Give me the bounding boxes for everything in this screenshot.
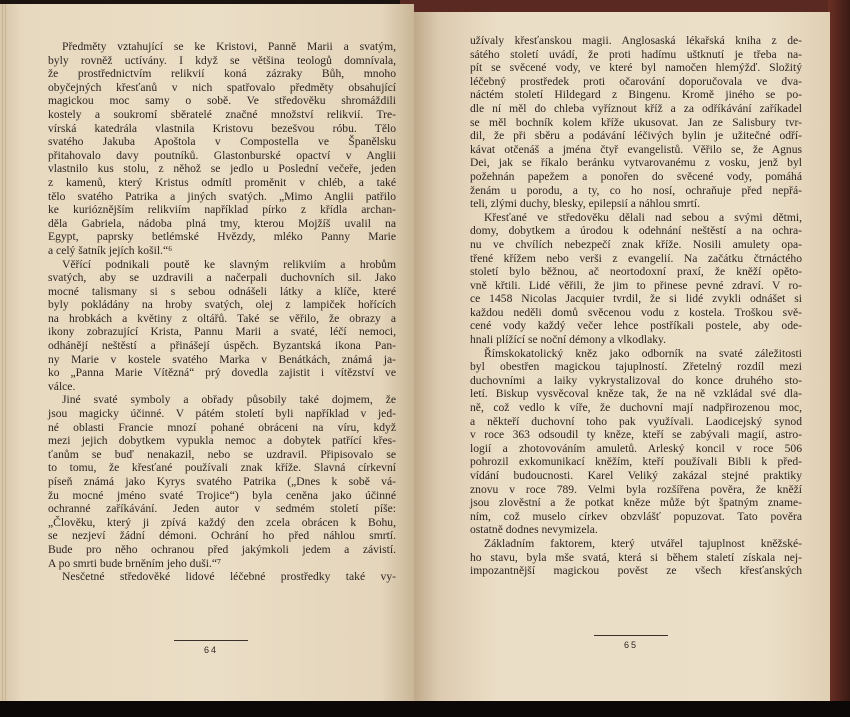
text-line: vlastnilo kus stolu, z něhož se jedlo u Poslední večeře, jeden: [48, 162, 396, 176]
text-line: ženám u porodu, a ty, co ho nosí, ochraňuje před nepřá-: [470, 183, 802, 197]
text-line: Dei, jak se říkalo beránku vytvarovanému z vosku, jenž byl: [470, 156, 802, 170]
text-line: kostely a soukromí sběratelé značné množství relikvií. Tre-: [48, 107, 396, 121]
text-line: hnali plížící se noční démony a vlkodlaky.: [470, 333, 666, 347]
text-line: ke kurióznějším relikviím například pírko z křídla archan-: [48, 203, 396, 217]
text-line: mezi jejich dobytkem vypukla nemoc a dobytek patřící křes-: [48, 434, 396, 448]
text-line: byly rovněž uctívány. I když se většina teologů domnívala,: [48, 53, 396, 67]
text-line: jsou zlověstní a že potkat kněze může být špatným zname-: [470, 496, 802, 510]
text-line: Bude pro něho ochranou před jakýmkoli jedem a závistí.: [48, 542, 396, 556]
text-line: na hrobkách a květiny z oltářů. Také se věřilo, že obrazy a: [48, 311, 396, 325]
text-line: nu ve chvílích nebezpečí znak kříže. Nosili amulety opa-: [470, 237, 802, 251]
text-line: obyčejných křesťanů v nich spatřovalo předměty obsahující: [48, 80, 396, 94]
text-line: domy, dobytkem a úrodou k odehnání neštěstí a na ochra-: [470, 224, 802, 238]
text-line: Základním faktorem, který utvářel tajuplnost kněžské-: [484, 536, 802, 550]
paragraph: [470, 211, 802, 347]
text-line: sátého století uvádí, že proti hadímu uštknutí je třeba na-: [470, 47, 802, 61]
text-line: byly pokládány na hroby svatých, olej z lampiček hořících: [48, 298, 396, 312]
text-line: pít se svěcené vody, ve které byl namočen hlemýžď. Složitý: [470, 61, 802, 75]
paragraph: [48, 393, 396, 570]
text-line: A po smrti bude brněním jeho duši.“⁷: [48, 556, 222, 570]
page-number: 65: [594, 635, 668, 650]
text-line: kávat otčenáš a jména čtyř evangelistů. Věřilo se, že Agnus: [470, 142, 802, 156]
text-line: svatých, aby se uzdravili a načerpali duchovních sil. Jako: [48, 271, 396, 285]
text-line: dle ní měl do chleba vyříznout kříž a za odříkávání zaříkadel: [470, 101, 802, 115]
right-page-text: [470, 34, 802, 578]
text-line: že prostřednictvím relikvií koná zázraky Bůh, mnoho: [48, 67, 396, 81]
text-line: jsou magicky účinné. V pátém století byli například v jed-: [48, 407, 396, 421]
text-line: třené křížem nebo verši z evangelií. Na začátku čtrnáctého: [470, 251, 802, 265]
text-line: Římskokatolický kněz jako odborník na svaté záležitosti: [484, 346, 802, 360]
text-line: se měl bochník kolem kříže ukusovat. Jan ze Salisbury tvr-: [470, 115, 802, 129]
text-line: píseň známá jako Kyrys svatého Patrika („Dnes k sobě vá-: [48, 475, 396, 488]
left-page-text: [48, 40, 396, 584]
text-line: teli, zlými duchy, blesky, epilepsií a náhlou smrtí.: [470, 197, 701, 211]
text-line: pohrozil exkomunikací kněžím, kteří používali Bibli k před-: [470, 455, 802, 469]
text-line: svatého Jakuba Apoštola v Compostella ve Španělsku: [48, 135, 396, 149]
text-line: Nesčetné středověké lidové léčebné prostředky také vy-: [62, 570, 396, 584]
text-line: vírská katedrála vlastnila Kristovu bezešvou róbu. Tělo: [48, 121, 396, 135]
text-line: ikony zobrazující Krista, Pannu Marii a svaté, léčí nemoci,: [48, 325, 396, 339]
text-line: léčebný prostředek proti očarování doporučovala ve dva-: [470, 74, 802, 88]
text-line: ťanům se buď nenakazil, nebo se uzdravil. Připisovalo se: [48, 447, 396, 461]
page-number: 64: [174, 640, 248, 655]
text-line: válce.: [48, 379, 76, 393]
text-line: to tomu, že křesťané používali znak kříže. Slavná církevní: [48, 461, 396, 475]
text-line: né oblasti Francie mnozí pohané obráceni na víru, když: [48, 420, 396, 434]
left-page: [6, 4, 414, 702]
paragraph: [470, 34, 802, 211]
text-line: se nezjeví žádní démoni. Ochrání ho před náhlou smrtí.: [48, 529, 396, 543]
text-line: ho stavu, byla mše svatá, která si během staletí získala nej-: [470, 550, 802, 564]
text-line: Křesťané ve středověku dělali nad sebou a svými dětmi,: [484, 210, 802, 224]
text-line: vně křtili. Lidé věřili, že jim to přinese pevné zdraví. V ro-: [470, 278, 802, 292]
text-line: z kamenů, který Kristus odmítl proměnit v chléb, a také: [48, 175, 396, 189]
paragraph: [48, 40, 396, 258]
text-line: ochranné zaříkávání. Jeden autor v sedmém století píše:: [48, 502, 396, 516]
text-line: tělo svatého Patrika a jiných svatých. „Mimo Anglii patřilo: [48, 189, 396, 203]
text-line: letí. Biskup vysvěcoval kněze tak, že na ně vzkládal své dla-: [470, 387, 802, 401]
text-line: Egypt, paprsky betlémské Hvězdy, mléko Panny Marie: [48, 230, 396, 244]
right-page: [414, 12, 830, 702]
text-line: žu mocné jméno svaté Trojice“) byla ceněna jako účinné: [48, 488, 396, 502]
text-line: duchovními a laiky vykrystalizoval do konce druhého sto-: [470, 373, 802, 387]
text-line: impozantnější magickou pověst ze všech křesťanských: [470, 564, 802, 578]
text-line: užívaly křesťanskou magii. Anglosaská lékařská kniha z de-: [470, 34, 802, 47]
text-line: ny Marie v kostele svatého Marka v Benátkách, známá ja-: [48, 352, 396, 366]
text-line: ce 1458 Nicolas Jacquier tvrdil, že si lidé zvykli odnášet si: [470, 292, 802, 306]
text-line: století bylo běžnou, ač neortodoxní praxí, že kněží opěto-: [470, 265, 802, 279]
background-surface: [0, 701, 850, 717]
text-line: dil, že při sběru a podávání léčivých bylin je užitečné odří-: [470, 129, 802, 143]
text-line: a někteří duchovní toho pak využívali. Laodicejský synod: [470, 414, 802, 428]
text-line: Jiné svaté symboly a obřady působily také dojmem, že: [62, 393, 396, 407]
text-line: a celý šatník jejích košil.“⁶: [48, 243, 173, 257]
text-line: každou neděli domů svěcenou vodu z kostela. Troškou svě-: [470, 305, 802, 319]
text-line: ním, což muselo církev obzvlášť popuzovat. Tato pověra: [470, 509, 802, 523]
text-line: ostatně dodnes nevymizela.: [470, 523, 598, 537]
text-line: v roce 363 odsoudil ty kněze, kteří se zabývali magií, astro-: [470, 428, 802, 442]
text-line: přitahovalo davy poutníků. Glastonburské opactví v Anglii: [48, 148, 396, 162]
paragraph: [470, 537, 802, 578]
text-line: Předměty vztahující se ke Kristovi, Panně Marii a svatým,: [62, 40, 396, 53]
text-line: znovu v roce 789. Velmi byla rozšířena pověra, že kněží: [470, 482, 802, 496]
text-line: požehnán papežem a ponořen do svěcené vody, pomáhá: [470, 169, 802, 183]
text-line: byl obestřen magickou tajuplností. Zřetelný rozdíl mezi: [470, 360, 802, 374]
text-line: Věřící podnikali poutě ke slavným relikviím a hrobům: [62, 257, 396, 271]
text-line: vídání budoucnosti. Karel Veliký zakázal stejné praktiky: [470, 469, 802, 482]
text-line: děla Gabriela, nádoba plná tmy, kterou Mojžíš uvalil na: [48, 216, 396, 230]
text-line: „Člověku, který ji zpívá každý den zcela obrácen k Bohu,: [48, 515, 396, 529]
text-line: náctém století Hildegard z Bingenu. Kromě jiného se po-: [470, 88, 802, 102]
text-line: odhánějí neštěstí a přinášejí úspěch. Byzantská ikona Pan-: [48, 339, 396, 353]
paragraph: [48, 258, 396, 394]
text-line: logií a zhotovováním amuletů. Arleský koncil v roce 506: [470, 441, 802, 455]
text-line: cené vody každý večer lehce postříkali postele, aby ode-: [470, 319, 802, 333]
text-line: mocné talismany si s sebou odnášeli látky a klíče, které: [48, 284, 396, 298]
paragraph: [470, 347, 802, 537]
book-cover-right-edge: [828, 0, 850, 717]
text-line: ko „Panna Marie Vítězná“ prý dovedla zajistit i vítězství ve: [48, 366, 396, 380]
text-line: magickou moc samy o sobě. Ve středověku shromáždili: [48, 94, 396, 108]
paragraph: [48, 570, 396, 584]
text-line: ně, což vedlo k víře, že duchovní mají nadpřirozenou moc,: [470, 401, 802, 415]
